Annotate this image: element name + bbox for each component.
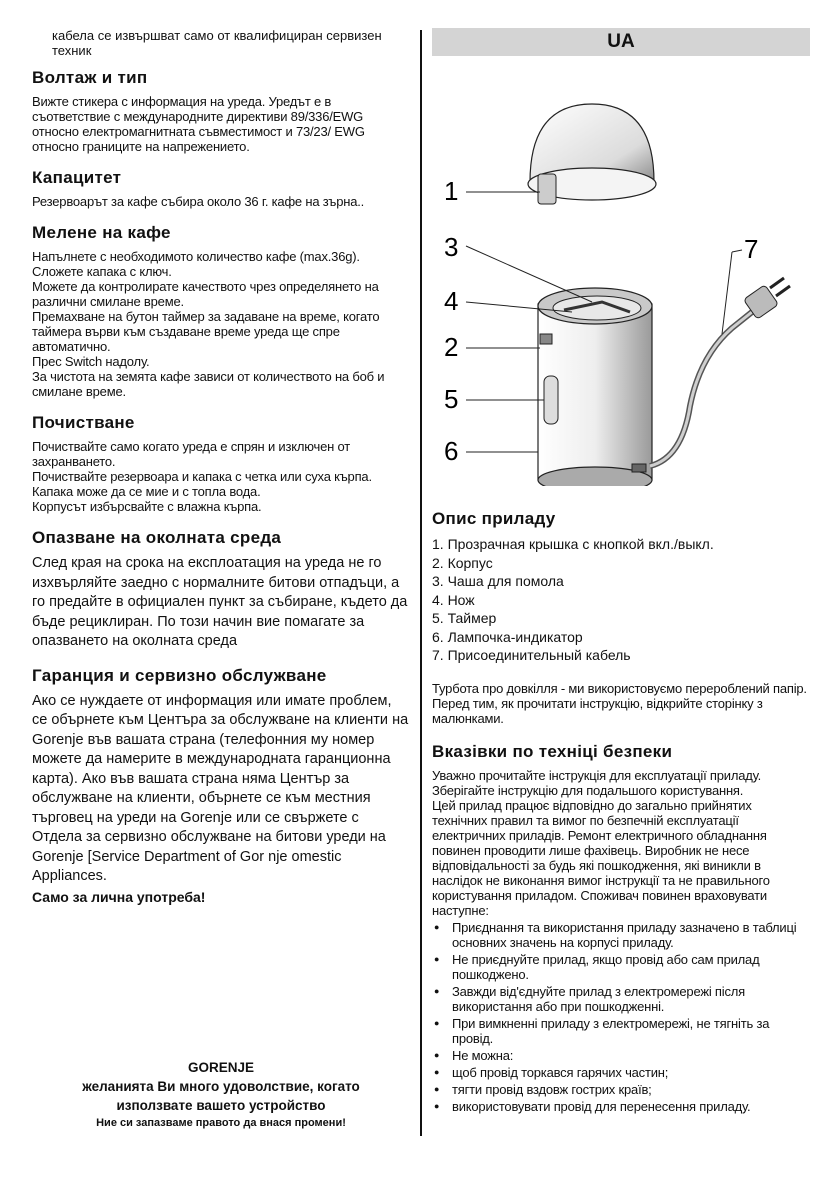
cleaning-line: Почиствайте само когато уреда е спрян и изключен от захранването. <box>32 439 351 469</box>
list-item: ● Не приєднуйте прилад, якщо провід або сам прилад пошкоджено. <box>432 952 810 982</box>
body-illustration <box>538 288 652 486</box>
label-cable: 7 <box>744 234 759 264</box>
list-item: 1. Прозрачная крышка с кнопкой вкл./выкл. <box>432 536 714 552</box>
list-item: 4. Нож <box>432 591 475 608</box>
personal-use-note: Само за лична употреба! <box>32 888 206 905</box>
list-item: 3. Чаша для помола <box>432 573 564 589</box>
language-header: UA <box>432 28 810 56</box>
environment-note <box>432 681 810 726</box>
list-item: 5. Таймер <box>432 610 497 626</box>
section-title-grinding: Мелене на кафе <box>32 223 171 242</box>
list-item: ● щоб провід торкався гарячих частин; <box>432 1065 810 1080</box>
safety-line: Цей прилад працює відповідно до загально прийнятих технічних правил та вимог по безпечній експлуатації електричних приладів. Ремонт електричного обладнання повинен проводити лише фахівець. Виробник не несе відповідальності за будь які пошкодження, які виникли в наслідок не виконання вимог інструкції та не правильного користування приладом. Споживач повинен враховувати наступне: <box>432 797 770 918</box>
cleaning-line: Капака може да се мие и с топла вода. <box>32 484 261 499</box>
list-item: ● Приєднання та використання приладу зазначено в таблиці основних значень на корпусі приладу. <box>432 920 810 950</box>
left-footer <box>32 1060 410 1129</box>
footer-line-3: Ние си запазваме правото да внася промени! <box>96 1117 346 1129</box>
cable-illustration <box>650 278 790 466</box>
section-text-warranty: Ако се нуждаете от информация или имате проблем, се обърнете към Центъра за обслужване на клиенти на Gorenje във вашата страна (телефонния му номер можете да намерите в международната гаранционна карта). Ако във вашата страна няма Център за обслужване на клиенти, обърнете се към местния търговец на уреди на Gorenje или се свържете с Отдела за сервизно обслужване на битови уреди на Gorenje [Service Department of Gor nje omestic Appliances. <box>32 692 409 884</box>
section-text-voltage: Вижте стикера с информация на уреда. Уредът е в съответствие с международните директиви 89/336/EWG относно електромагнитната съвместимост и 73/23/ EWG относно границите на напрежението. <box>32 94 365 154</box>
list-item: ● Не можна: <box>432 1048 810 1063</box>
label-blade: 4 <box>444 286 459 316</box>
lid-illustration <box>528 104 656 204</box>
safety-text <box>432 768 810 918</box>
grinder-diagram <box>432 66 810 486</box>
section-text-grinding <box>32 249 410 399</box>
footer-line-2: използвате вашето устройство <box>116 1098 326 1113</box>
list-item: ● тягти провід вздовж гострих країв; <box>432 1082 810 1097</box>
env-line: Перед тим, як прочитати інструкцію, відкрийте сторінку з малюнками. <box>432 695 763 726</box>
safety-title: Вказівки по техніці безпеки <box>432 741 673 761</box>
section-text-environment: След края на срока на експлоатация на уреда не го изхвърляйте заедно с нормалните битови отпадъци, а го предайте в официален пункт за събиране, където да бъде рециклиран. По този начин вие помагате за опазването на околната среда <box>32 555 408 649</box>
label-body: 2 <box>444 332 459 362</box>
cleaning-line: Корпусът избърсвайте с влажна кърпа. <box>32 499 262 514</box>
left-column <box>32 28 410 905</box>
env-line: Турбота про довкілля - ми використовуємо перероблений папір. <box>432 680 807 696</box>
list-item: ● При вимкненні приладу з електромережі, не тягніть за провід. <box>432 1016 810 1046</box>
section-text-capacity: Резервоарът за кафе събира около 36 г. кафе на зърна.. <box>32 194 365 209</box>
grinding-line: Напълнете с необходимото количество кафе (max.36g). Сложете капака с ключ. <box>32 249 360 279</box>
cleaning-line: Почиствайте резервоара и капака с четка или суха кърпа. <box>32 469 372 484</box>
description-title: Опис приладу <box>432 509 556 528</box>
section-title-capacity: Капацитет <box>32 168 122 187</box>
grinding-line: Можете да контролирате качеството чрез определянето на различни смилане време. <box>32 279 379 309</box>
list-item: 6. Лампочка-индикатор <box>432 628 583 645</box>
footer-brand: GORENJE <box>187 1060 255 1075</box>
section-title-voltage: Волтаж и тип <box>32 68 148 87</box>
section-title-warranty: Гаранция и сервизно обслужване <box>32 665 327 685</box>
safety-line: Уважно прочитайте інструкція для експлуатації приладу. Зберігайте інструкцію для подальшого користування. <box>432 767 762 798</box>
grinding-line: Премахване на бутон таймер за задаване на време, когато таймера върви към създаване време уреда ще спре автоматично. <box>32 309 380 354</box>
label-bowl: 3 <box>444 232 459 262</box>
label-timer: 5 <box>444 384 459 414</box>
section-title-environment: Опазване на околната среда <box>32 528 282 547</box>
column-divider <box>420 30 422 1136</box>
parts-list <box>432 535 810 665</box>
list-item: ● використовувати провід для перенесення приладу. <box>432 1099 810 1114</box>
list-item: 2. Корпус <box>432 554 493 571</box>
grinding-line: За чистота на земята кафе зависи от количеството на боб и смилане време. <box>32 369 385 399</box>
footer-line-1: желанията Ви много удоволствие, когато <box>82 1079 360 1094</box>
list-item: ● Завжди від'єднуйте прилад з електромережі після використання або при пошкодженні. <box>432 984 810 1014</box>
list-item: 7. Присоединительный кабель <box>432 647 631 663</box>
right-column <box>432 28 810 1116</box>
section-text-cleaning <box>32 439 410 514</box>
continuation-text: кабела се извършват само от квалифициран сервизен техник <box>52 28 382 58</box>
label-lamp: 6 <box>444 436 459 466</box>
grinding-line: Прес Switch надолу. <box>32 354 150 369</box>
safety-bullets <box>432 920 810 1114</box>
section-title-cleaning: Почистване <box>32 413 135 432</box>
label-lid: 1 <box>444 176 459 206</box>
